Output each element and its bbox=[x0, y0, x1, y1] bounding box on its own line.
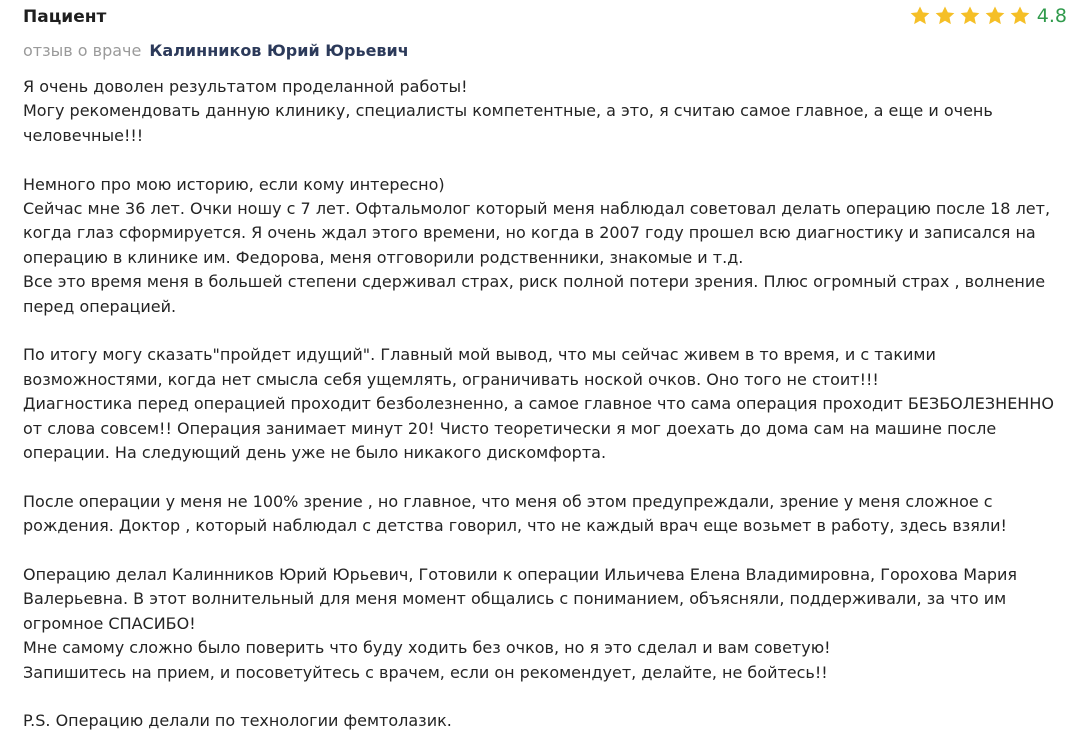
rating-stars bbox=[909, 5, 1037, 27]
star-icon bbox=[959, 5, 981, 27]
review-text-line: После операции у меня не 100% зрение , но главное, что меня об этом предупреждали, зрение у меня сложное с bbox=[23, 491, 993, 511]
review-text-line: Немного про мою историю, если кому интересно) bbox=[23, 174, 445, 194]
review-text-line: P.S. Операцию делали по технологии фемтолазик. bbox=[23, 711, 452, 731]
review-text-line: рождения. Доктор , который наблюдал с детства говорил, что не каждый врач еще возьмет в работу, здесь взяли! bbox=[23, 516, 1007, 536]
review-text-line: когда глаз сформируется. Я очень ждал этого времени, но когда в 2007 году прошел всю диагностику и записался на bbox=[23, 223, 1036, 243]
review-paragraph bbox=[23, 343, 1073, 465]
review-text-line: Запишитесь на прием, и посоветуйтесь с врачем, если он рекомендует, делайте, не бойтесь!! bbox=[23, 662, 828, 682]
review-paragraph bbox=[23, 563, 1073, 685]
review-paragraph bbox=[23, 709, 1073, 733]
review-text-line: Операцию делал Калинников Юрий Юрьевич, Готовили к операции Ильичева Елена Владимировна, Горохова Мария bbox=[23, 565, 1018, 585]
star-icon bbox=[909, 5, 931, 27]
review-text-line: По итогу могу сказать"пройдет идущий". Главный мой вывод, что мы сейчас живем в то время, и с такими bbox=[23, 345, 936, 365]
review-text-line: перед операцией. bbox=[23, 296, 177, 316]
doctor-line bbox=[23, 37, 1073, 63]
star-icon bbox=[984, 5, 1006, 27]
review-text-line: Могу рекомендовать данную клинику, специалисты компетентные, а это, я считаю самое главное, а еще и очень bbox=[23, 101, 993, 121]
review-body bbox=[23, 75, 1073, 734]
review-text-line: операции. На следующий день уже не было никакого дискомфорта. bbox=[23, 443, 607, 463]
review-text-line: человечные!!! bbox=[23, 125, 144, 145]
review-header bbox=[23, 0, 1073, 34]
review-text-line: Валерьевна. В этот волнительный для меня момент общались с пониманием, объясняли, поддерживали, за что им bbox=[23, 589, 1007, 609]
review-paragraph bbox=[23, 75, 1073, 148]
rating bbox=[909, 5, 1067, 27]
review-paragraph bbox=[23, 173, 1073, 319]
star-icon bbox=[1009, 5, 1031, 27]
rating-value: 4.8 bbox=[1036, 5, 1067, 27]
review-author: Пациент bbox=[23, 7, 107, 27]
review-paragraph bbox=[23, 490, 1073, 539]
review-text-line: возможностями, когда нет смысла себя ущемлять, ограничивать ноской очков. Оно того не стоит!!! bbox=[23, 369, 879, 389]
review-text-line: операцию в клинике им. Федорова, меня отговорили родственники, знакомые и т.д. bbox=[23, 247, 744, 267]
star-icon bbox=[934, 5, 956, 27]
review-text-line: Я очень доволен результатом проделанной работы! bbox=[23, 77, 468, 96]
doctor-name-link[interactable]: Калинников Юрий Юрьевич bbox=[149, 40, 409, 60]
review-text-line: Сейчас мне 36 лет. Очки ношу с 7 лет. Офтальмолог который меня наблюдал советовал делать операцию после 18 лет, bbox=[23, 199, 1051, 219]
review-text-line: от слова совсем!! Операция занимает минут 20! Чисто теоретически я мог доехать до дома сам на машине после bbox=[23, 418, 997, 438]
review-text-line: Все это время меня в большей степени сдерживал страх, риск полной потери зрения. Плюс огромный страх , волнение bbox=[23, 272, 1046, 292]
review-text-line: Мне самому сложно было поверить что буду ходить без очков, но я это сделал и вам советую! bbox=[23, 638, 831, 658]
review-text-line: огромное СПАСИБО! bbox=[23, 613, 196, 633]
review-card bbox=[23, 0, 1073, 734]
doctor-label: отзыв о враче bbox=[23, 40, 142, 60]
review-text-line: Диагностика перед операцией проходит безболезненно, а самое главное что сама операция проходит БЕЗБОЛЕЗНЕННО bbox=[23, 394, 1054, 414]
